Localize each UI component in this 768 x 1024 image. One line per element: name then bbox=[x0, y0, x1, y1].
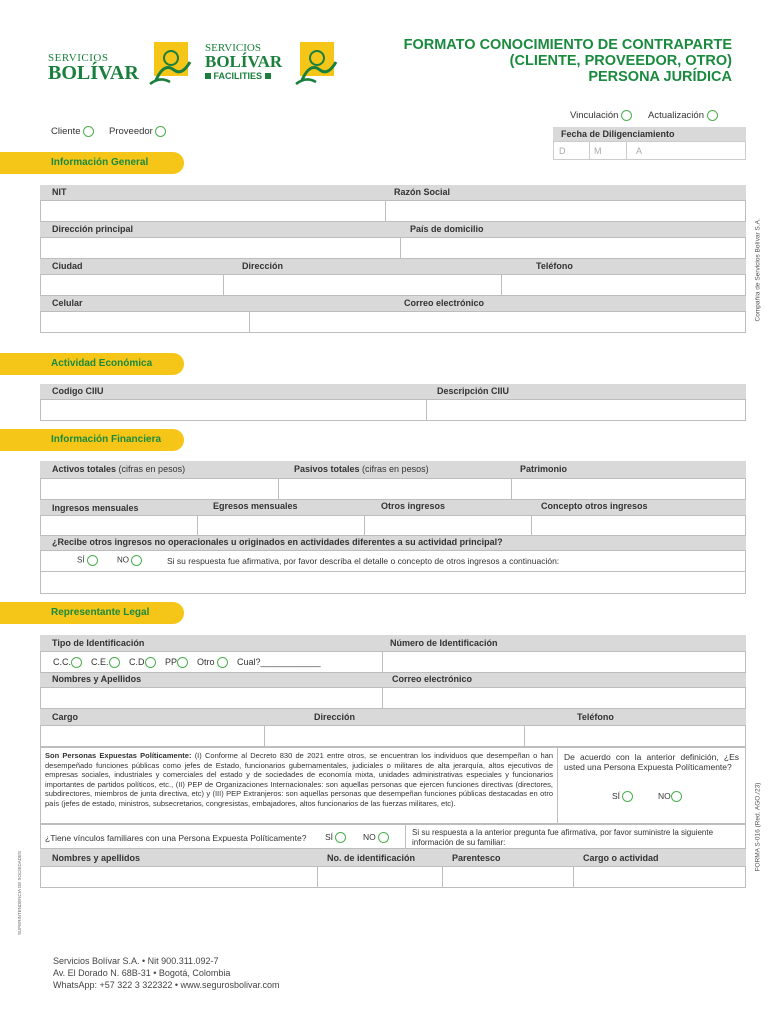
logo-right-line1: SERVICIOS bbox=[205, 42, 261, 54]
activos-label-text: Activos totales bbox=[52, 464, 117, 474]
pasivos-label bbox=[294, 464, 429, 474]
section-general-title: Información General bbox=[51, 157, 149, 168]
pp-label: PP bbox=[165, 657, 178, 667]
otro-label: Otro bbox=[197, 657, 215, 667]
codigo-ciiu-input[interactable] bbox=[40, 399, 427, 421]
company-vertical-label: Compañía de Servicios Bolívar S.A. bbox=[754, 218, 762, 322]
rep-correo-label: Correo electrónico bbox=[392, 674, 473, 684]
title-line2: (CLIENTE, PROVEEDOR, OTRO) bbox=[509, 53, 732, 69]
actualizacion-option[interactable] bbox=[648, 110, 718, 121]
section-economica-title: Actividad Económica bbox=[51, 358, 153, 369]
actualizacion-radio[interactable] bbox=[707, 110, 718, 121]
fam-parentesco-label: Parentesco bbox=[452, 853, 501, 863]
general-row2-header bbox=[40, 222, 746, 237]
pep-text: (I) Conforme al Decreto 830 de 2021 entre otros, se encuentran los individuos que desempeñan o han desempeñado funciones públicas como jefes de Estado, funcionarios gubernamentales, judiciales o militares de alta jerarquía, altos ejecutivos de empresas sociales, industriales y comerciales del estado y de sociedades de economía mixta, unidades administrativas especiales y funcionarios importantes de partidos políticos, etc., (II) PEP de Organizaciones Internacionales: son aquellas personas que ejercen funciones directivas (directores, subdirectores, miembros de junta directiva, etc) y (III) PEP Extranjeros: son aquellas personas que desempeñan funciones públicas destacadas en otro país (jefes de estado, ministros, subsecretarios, congresistas, embajadores, altos funcionarios de las fuerzas militares, etc). bbox=[45, 751, 553, 808]
familiar-header bbox=[40, 849, 746, 866]
pais-domicilio-input[interactable] bbox=[400, 237, 746, 259]
general-row3-header bbox=[40, 259, 746, 274]
celular-input[interactable] bbox=[40, 311, 250, 333]
pp-radio[interactable] bbox=[177, 657, 188, 668]
facilities-square-icon bbox=[205, 73, 211, 79]
descripcion-ciiu-input[interactable] bbox=[426, 399, 746, 421]
financiera-row2-header bbox=[40, 500, 746, 515]
cliente-label: Cliente bbox=[51, 126, 81, 138]
section-representante-title: Representante Legal bbox=[51, 607, 150, 618]
ce-radio[interactable] bbox=[109, 657, 120, 668]
rep-row1-header bbox=[40, 635, 746, 651]
otros-detalle-text: Si su respuesta fue afirmativa, por favor describa el detalle o concepto de otros ingresos a continuación: bbox=[167, 556, 560, 566]
correo-input[interactable] bbox=[249, 311, 746, 333]
rep-cargo-input[interactable] bbox=[40, 725, 265, 747]
pep-no-option[interactable] bbox=[658, 791, 682, 802]
razon-social-input[interactable] bbox=[385, 200, 746, 222]
fecha-year-field[interactable] bbox=[627, 142, 745, 159]
vinculacion-option[interactable] bbox=[570, 110, 632, 121]
fam-cargo-label: Cargo o actividad bbox=[583, 853, 659, 863]
fecha-year-placeholder: A bbox=[636, 146, 643, 156]
facilities-square-icon-right bbox=[265, 73, 271, 79]
proveedor-option[interactable] bbox=[109, 126, 166, 137]
otros-no-option[interactable] bbox=[117, 555, 142, 566]
fam-nombres-label: Nombres y apellidos bbox=[52, 853, 141, 863]
direccion-input[interactable] bbox=[223, 274, 502, 296]
financiera-question-header bbox=[40, 536, 746, 550]
tipo-id-label: Tipo de Identificación bbox=[52, 638, 145, 648]
section-informacion-financiera bbox=[0, 429, 184, 451]
otros-ingresos-input[interactable] bbox=[364, 515, 532, 536]
activos-input[interactable] bbox=[40, 478, 279, 500]
vinculos-no-radio[interactable] bbox=[378, 832, 389, 843]
nit-label: NIT bbox=[52, 187, 67, 197]
cliente-radio[interactable] bbox=[83, 126, 94, 137]
title-line3: PERSONA JURÍDICA bbox=[588, 69, 732, 85]
vinculacion-label: Vinculación bbox=[570, 110, 619, 122]
financiera-row1-header bbox=[40, 461, 746, 478]
footer bbox=[53, 955, 280, 991]
ciudad-input[interactable] bbox=[40, 274, 224, 296]
patrimonio-input[interactable] bbox=[511, 478, 746, 500]
ce-label: C.E. bbox=[91, 657, 109, 667]
cd-option[interactable] bbox=[129, 657, 156, 668]
ce-option[interactable] bbox=[91, 657, 120, 668]
patrimonio-label: Patrimonio bbox=[520, 464, 568, 474]
pep-si-label: SÍ bbox=[612, 791, 621, 801]
pasivos-input[interactable] bbox=[278, 478, 512, 500]
actualizacion-label: Actualización bbox=[648, 110, 704, 122]
rep-nombres-input[interactable] bbox=[40, 687, 383, 709]
pep-no-label: NO bbox=[658, 791, 671, 801]
servicios-bolivar-facilities-logo bbox=[205, 42, 282, 81]
pp-option[interactable] bbox=[165, 657, 188, 668]
general-row4-header bbox=[40, 296, 746, 311]
fam-nombres-input[interactable] bbox=[40, 866, 318, 888]
concepto-otros-input[interactable] bbox=[531, 515, 746, 536]
direccion-label: Dirección bbox=[242, 261, 284, 271]
direccion-principal-input[interactable] bbox=[40, 237, 401, 259]
vinculos-si-label: SÍ bbox=[325, 832, 334, 842]
direccion-principal-label: Dirección principal bbox=[52, 224, 134, 234]
celular-label: Celular bbox=[52, 298, 83, 308]
facilities-emblem-icon bbox=[292, 40, 342, 90]
fam-parentesco-input[interactable] bbox=[442, 866, 574, 888]
egresos-input[interactable] bbox=[197, 515, 365, 536]
vinculos-detalle: Si su respuesta a la anterior pregunta fue afirmativa, por favor suministre la siguiente información de su familiar: bbox=[412, 828, 714, 847]
razon-social-label: Razón Social bbox=[394, 187, 451, 197]
pep-question: De acuerdo con la anterior definición, ¿Es usted una Persona Expuesta Políticamente? bbox=[564, 752, 739, 772]
vinculos-no-option[interactable] bbox=[363, 832, 389, 843]
vinculacion-radio[interactable] bbox=[621, 110, 632, 121]
otros-ingresos-question: ¿Recibe otros ingresos no operacionales u originados en actividades diferentes a su actividad principal? bbox=[52, 537, 503, 547]
footer-line3: WhatsApp: +57 322 3 322322 • www.segurosbolivar.com bbox=[53, 980, 280, 990]
logo-left-line2: BOLÍVAR bbox=[48, 62, 139, 84]
numero-id-label: Número de Identificación bbox=[390, 638, 498, 648]
cd-radio[interactable] bbox=[145, 657, 156, 668]
logo-right-line2: BOLÍVAR bbox=[205, 52, 283, 71]
otro-radio[interactable] bbox=[217, 657, 228, 668]
fecha-month-placeholder: M bbox=[594, 146, 602, 156]
vinculos-si-radio[interactable] bbox=[335, 832, 346, 843]
section-informacion-general bbox=[0, 152, 184, 174]
tipo-id-options bbox=[40, 651, 383, 673]
pep-question-box bbox=[557, 747, 746, 824]
activos-sub: (cifras en pesos) bbox=[118, 464, 186, 474]
ingresos-input[interactable] bbox=[40, 515, 198, 536]
pep-title: Son Personas Expuestas Políticamente: bbox=[45, 751, 192, 760]
cliente-option[interactable] bbox=[51, 126, 94, 137]
economica-header bbox=[40, 384, 746, 399]
numero-id-input[interactable] bbox=[382, 651, 746, 673]
cc-label: C.C. bbox=[53, 657, 71, 667]
title-line1: FORMATO CONOCIMIENTO DE CONTRAPARTE bbox=[403, 37, 732, 53]
pasivos-sub: (cifras en pesos) bbox=[362, 464, 429, 474]
concepto-otros-label: Concepto otros ingresos bbox=[541, 501, 648, 511]
general-row1-header bbox=[40, 185, 746, 200]
servicios-bolivar-logo bbox=[48, 52, 139, 85]
vinculos-no-label: NO bbox=[363, 832, 376, 842]
fecha-label: Fecha de Diligenciamiento bbox=[561, 129, 675, 139]
pasivos-label-text: Pasivos totales bbox=[294, 464, 360, 474]
pep-definition bbox=[45, 751, 553, 808]
rep-nombres-label: Nombres y Apellidos bbox=[52, 674, 142, 684]
otros-si-radio[interactable] bbox=[87, 555, 98, 566]
form-title bbox=[404, 37, 732, 85]
logo-left-line1: SERVICIOS bbox=[48, 52, 109, 64]
ciudad-label: Ciudad bbox=[52, 261, 83, 271]
rep-row3-header bbox=[40, 709, 746, 725]
vinculos-detalle-box bbox=[405, 824, 746, 849]
logo-right-line3: FACILITIES bbox=[213, 71, 263, 81]
cc-radio[interactable] bbox=[71, 657, 82, 668]
rep-telefono-label: Teléfono bbox=[577, 712, 614, 722]
vigilado-vertical-label: SUPERINTENDENCIA DE SOCIEDADES bbox=[17, 850, 22, 935]
vinculos-question: ¿Tiene vínculos familiares con una Persona Expuesta Políticamente? bbox=[45, 833, 307, 843]
cual-field[interactable]: Cual?____________ bbox=[237, 657, 321, 667]
otros-si-label: SÍ bbox=[77, 555, 85, 565]
section-financiera-title: Información Financiera bbox=[51, 434, 162, 445]
rep-telefono-input[interactable] bbox=[524, 725, 746, 747]
pep-definition-box bbox=[40, 747, 558, 824]
fecha-day-field[interactable] bbox=[554, 142, 590, 159]
forma-vertical-text bbox=[753, 765, 763, 875]
rep-direccion-label: Dirección bbox=[314, 712, 356, 722]
section-actividad-economica bbox=[0, 353, 184, 375]
section-representante-legal bbox=[0, 602, 184, 624]
pep-si-radio[interactable] bbox=[622, 791, 633, 802]
fecha-fields bbox=[553, 141, 746, 160]
otros-ingresos-answer-row bbox=[40, 550, 746, 571]
codigo-ciiu-label: Codigo CIIU bbox=[52, 386, 104, 396]
vigilado-vertical-text bbox=[14, 820, 24, 940]
correo-label: Correo electrónico bbox=[404, 298, 485, 308]
otros-si-option[interactable] bbox=[77, 555, 98, 566]
fecha-day-placeholder: D bbox=[559, 146, 566, 156]
otros-detalle-input[interactable] bbox=[40, 571, 746, 594]
proveedor-radio[interactable] bbox=[155, 126, 166, 137]
cc-option[interactable] bbox=[53, 657, 82, 668]
otros-no-radio[interactable] bbox=[131, 555, 142, 566]
activos-label bbox=[52, 464, 185, 474]
fam-cargo-input[interactable] bbox=[573, 866, 746, 888]
rep-cargo-label: Cargo bbox=[52, 712, 79, 722]
logo-right-line3-wrap bbox=[205, 71, 282, 81]
otro-option[interactable] bbox=[197, 657, 228, 668]
footer-line1: Servicios Bolívar S.A. • Nit 900.311.092-7 bbox=[53, 956, 219, 966]
fecha-month-field[interactable] bbox=[590, 142, 627, 159]
rep-correo-input[interactable] bbox=[382, 687, 746, 709]
company-vertical-text bbox=[753, 200, 763, 330]
fam-id-label: No. de identificación bbox=[327, 853, 416, 863]
ingresos-label: Ingresos mensuales bbox=[52, 503, 139, 513]
descripcion-ciiu-label: Descripción CIIU bbox=[437, 386, 510, 396]
vinculos-si-option[interactable] bbox=[325, 832, 346, 843]
proveedor-label: Proveedor bbox=[109, 126, 153, 138]
rep-direccion-input[interactable] bbox=[264, 725, 525, 747]
fecha-header bbox=[553, 127, 746, 141]
pep-no-radio[interactable] bbox=[671, 791, 682, 802]
cd-label: C.D bbox=[129, 657, 145, 667]
forma-vertical-label: FORMA S-016 (Red. AGO./23) bbox=[754, 782, 762, 872]
nit-input[interactable] bbox=[40, 200, 386, 222]
rep-row2-header bbox=[40, 673, 746, 687]
fam-id-input[interactable] bbox=[317, 866, 443, 888]
otros-no-label: NO bbox=[117, 555, 129, 565]
otros-ingresos-label: Otros ingresos bbox=[381, 501, 446, 511]
telefono-input[interactable] bbox=[501, 274, 746, 296]
vinculos-question-box bbox=[40, 824, 406, 849]
footer-line2: Av. El Dorado N. 68B-31 • Bogotá, Colombia bbox=[53, 968, 231, 978]
pep-si-option[interactable] bbox=[612, 791, 633, 802]
pais-domicilio-label: País de domicilio bbox=[410, 224, 484, 234]
egresos-label: Egresos mensuales bbox=[213, 501, 298, 511]
bolivar-emblem-icon bbox=[146, 40, 196, 90]
telefono-label: Teléfono bbox=[536, 261, 573, 271]
